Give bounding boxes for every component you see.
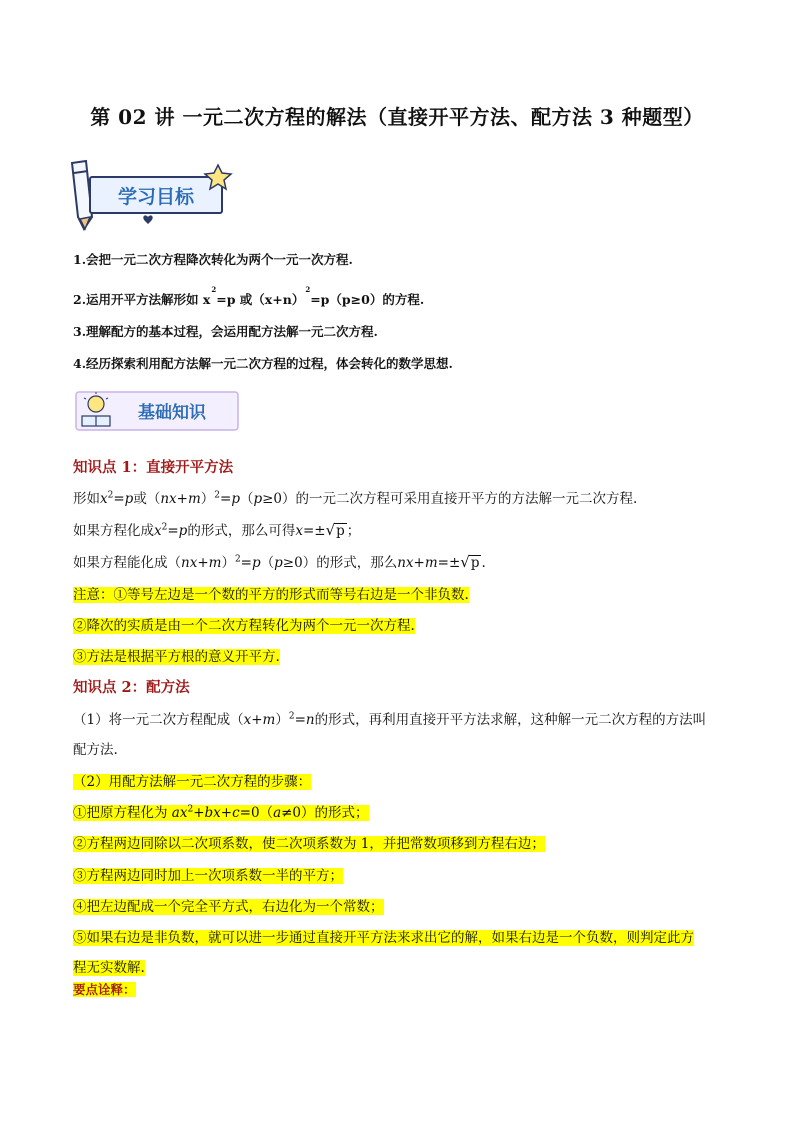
learning-goals-badge	[66, 155, 236, 235]
knowledge-point-1-heading: 知识点 1：直接开平方法	[73, 459, 234, 476]
kp1-line-1: 形如$x^2=p$或$(nx+m)^2=p(p\ge 0)$的一元二次方程可采用直接开平方的方法解一元二次方程.	[73, 490, 638, 507]
basic-knowledge-badge	[72, 388, 242, 434]
page-title: 第 02 讲 一元二次方程的解法（直接开平方法、配方法 3 种题型）	[90, 105, 704, 129]
key-points-label: 要点诠释：	[73, 982, 136, 997]
knowledge-point-2-heading: 知识点 2：配方法	[73, 679, 190, 696]
goal-2: 2.运用开平方法解形如 $x^2=p$ 或$(x+n)^2=p(p\ge 0)$的方程.	[73, 284, 425, 307]
sqrt-icon: √	[325, 521, 336, 539]
goal-3: 3.理解配方的基本过程，会运用配方法解一元二次方程.	[73, 324, 378, 339]
kp1-note-3: ③方法是根据平方根的意义开平方.	[73, 649, 280, 665]
kp2-step-4: ④把左边配成一个完全平方式，右边化为一个常数；	[73, 899, 384, 915]
kp1-note-2: ②降次的实质是由一个二次方程转化为两个一元一次方程.	[73, 618, 415, 634]
kp1-note-1: 注意：①等号左边是一个数的平方的形式而等号右边是一个非负数.	[73, 587, 469, 603]
heart-icon	[143, 215, 152, 224]
kp1-line-3: 如果方程能化成$(nx+m)^2=p(p\ge 0)$的形式，那么nx+m=±√p .	[73, 553, 486, 571]
kp2-intro: （1）将一元二次方程配成$(x+m)^2=n$的形式，再利用直接开平方法求解，这种解一元二次方程的方法叫	[73, 711, 707, 728]
basic-knowledge-label: 基础知识	[138, 403, 206, 423]
kp2-step-3: ③方程两边同时加上一次项系数一半的平方；	[73, 868, 343, 884]
sqrt-icon: √	[460, 553, 470, 571]
goal-4: 4.经历探索利用配方法解一元二次方程的过程，体会转化的数学思想.	[73, 356, 453, 371]
goal-1: 1.会把一元二次方程降次转化为两个一元一次方程.	[73, 252, 353, 267]
kp2-step-5: ⑤如果右边是非负数，就可以进一步通过直接开平方法来求出它的解，如果右边是一个负数，则判定此方	[73, 930, 694, 946]
learning-goals-label: 学习目标	[117, 186, 195, 208]
kp1-line-2: 如果方程化成$x^2=p$的形式，那么可得x=±√p ；	[73, 521, 361, 539]
kp2-step-2: ②方程两边同除以二次项系数，使二次项系数为 1，并把常数项移到方程右边；	[73, 836, 545, 852]
kp2-intro-cont: 配方法.	[73, 742, 118, 758]
kp2-step-1: ①把原方程化为 $ax^2+bx+c=0(a\ne 0)$的形式；	[73, 804, 369, 821]
kp2-step-5-cont: 程无实数解.	[73, 960, 145, 976]
kp2-steps-title: （2）用配方法解一元二次方程的步骤：	[73, 774, 312, 790]
